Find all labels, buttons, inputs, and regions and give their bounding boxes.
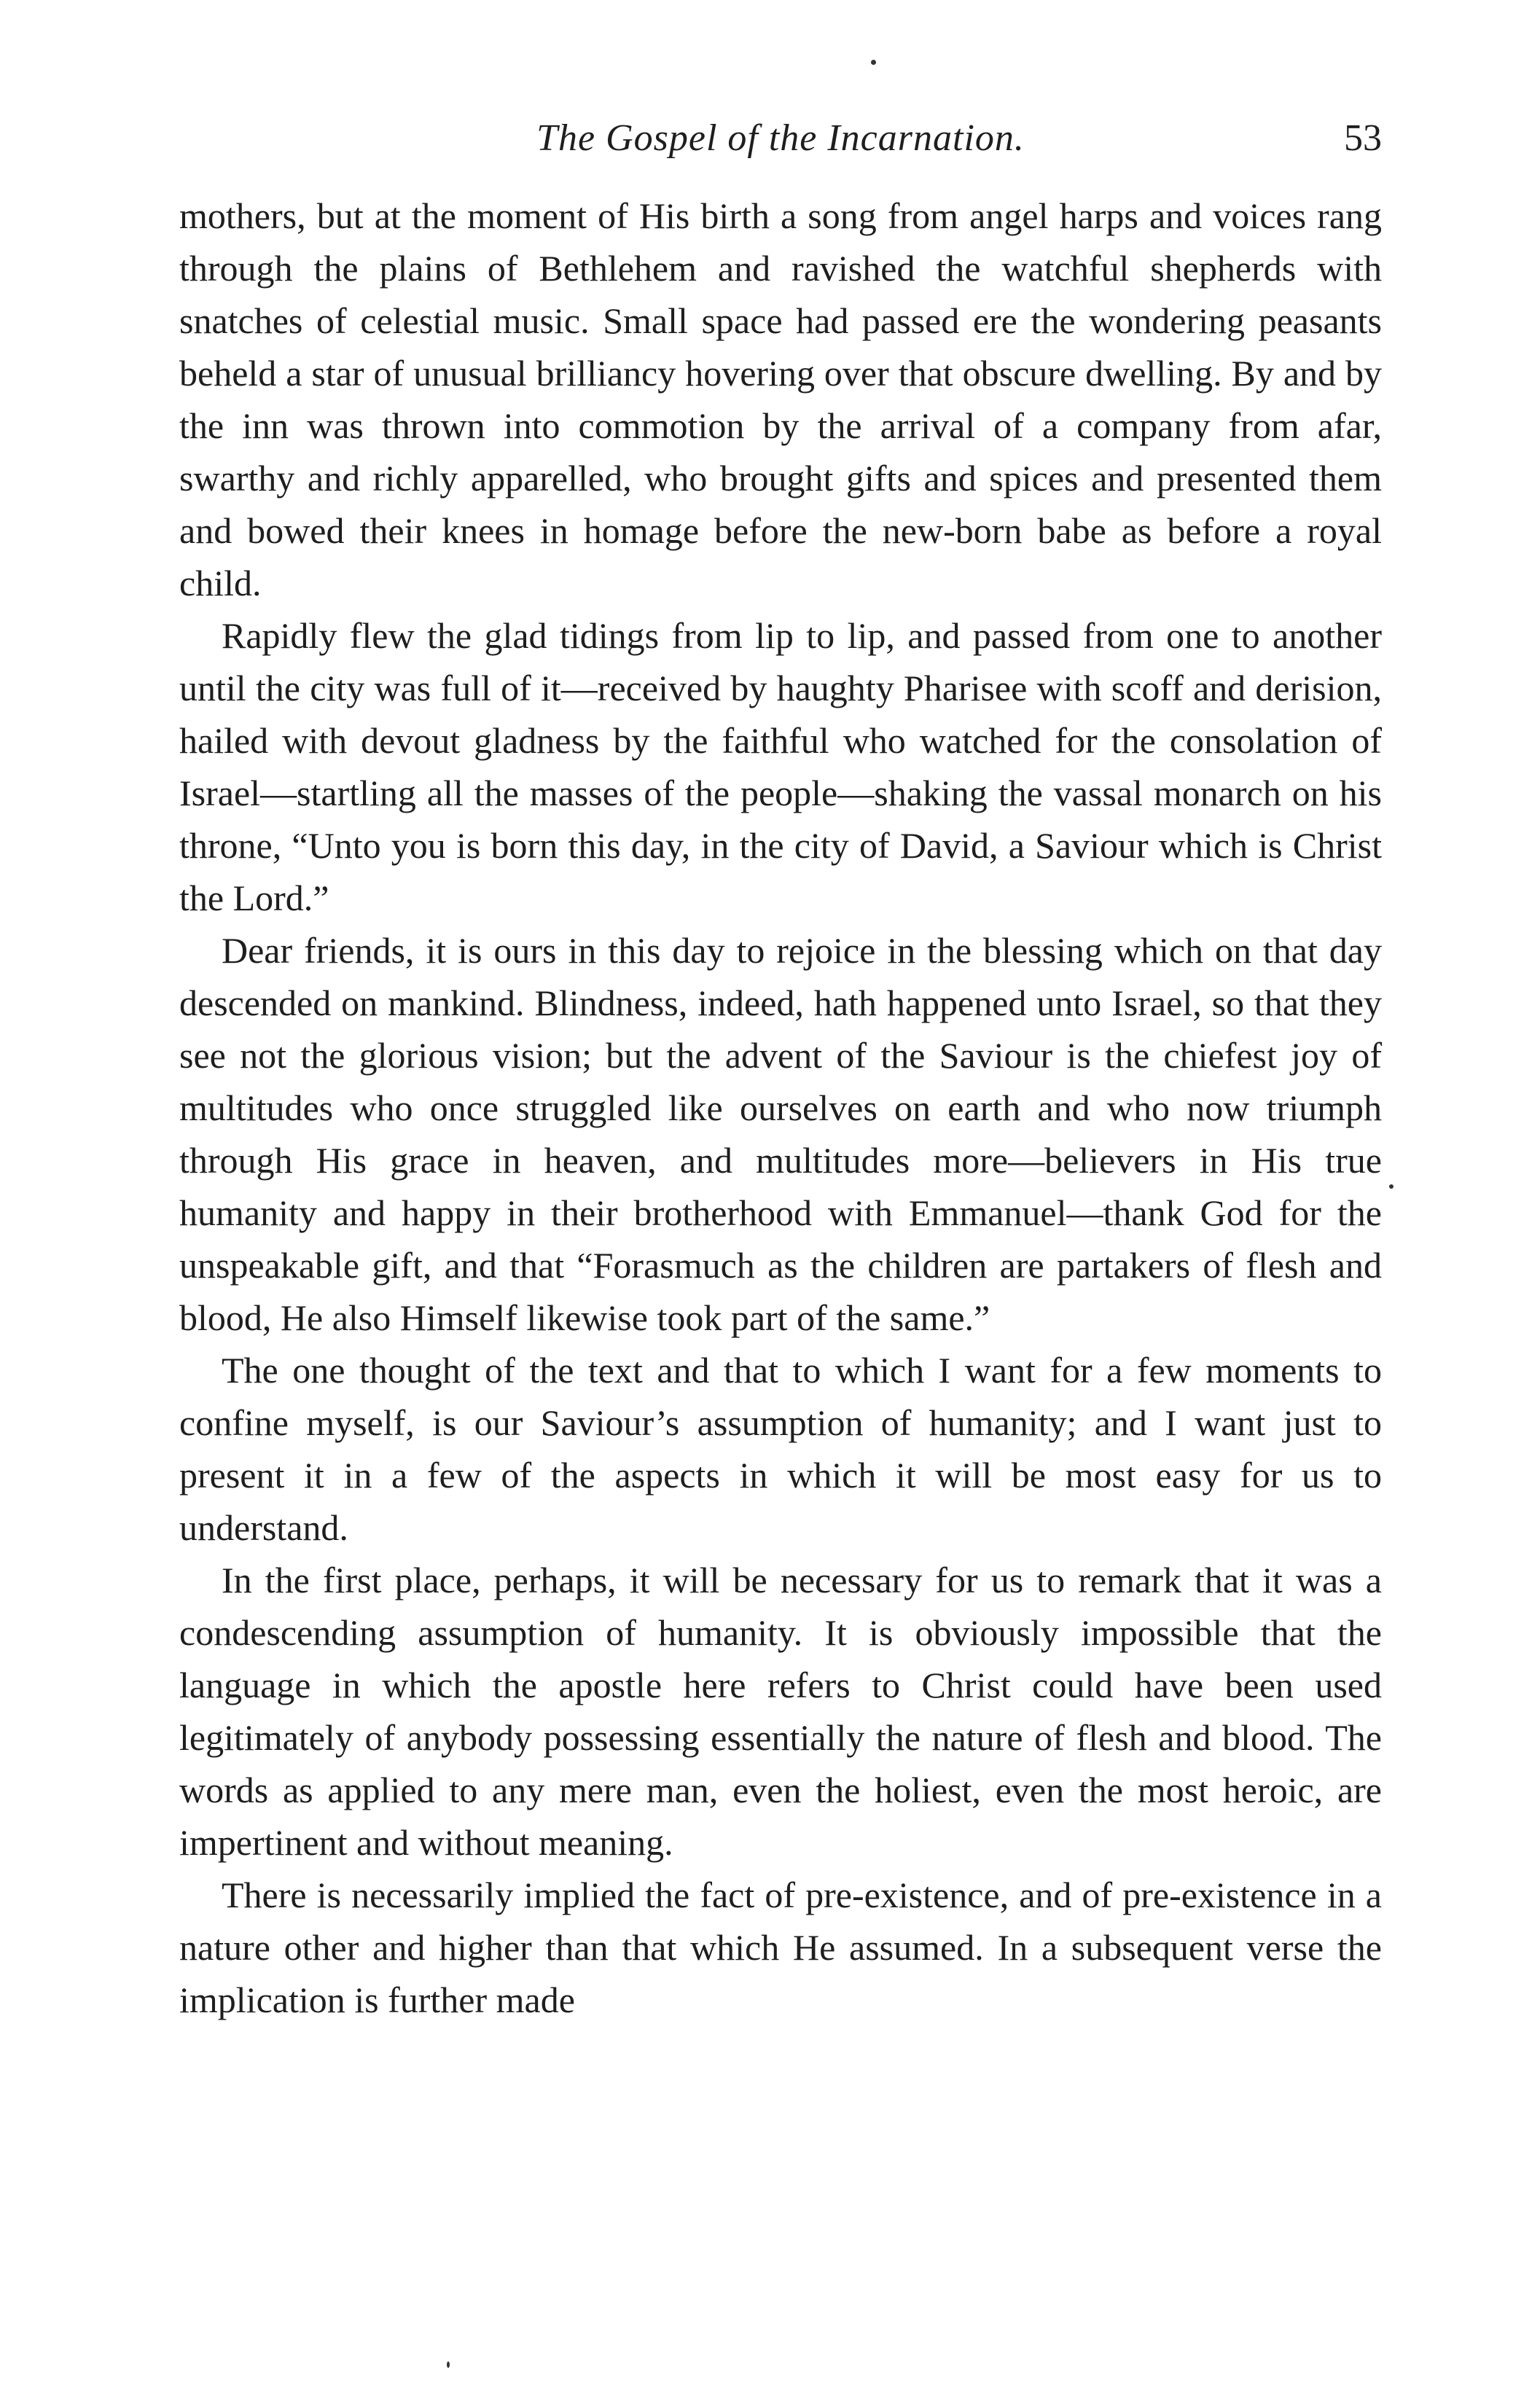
paragraph: The one thought of the text and that to which I want for a few moments to confine myself, is our Saviour’s assumption of humanity; and I want just to present it in a few of the aspects in which it will be most easy for us to understand. [179, 1350, 1382, 1548]
paragraph: There is necessarily implied the fact of pre-existence, and of pre-existence in a nature other and higher than that which He assumed. In a subsequent verse the implication is further made [179, 1875, 1382, 2020]
paragraph: In the first place, perhaps, it will be necessary for us to remark that it was a condescending assumption of humanity. It is obviously impossible that the language in which the apostle here refers to Christ could have been used legitimately of anybody possessing essentially the nature of flesh and blood. The words as applied to any mere man, even the holiest, even the most heroic, are impertinent and without meaning. [179, 1560, 1382, 1863]
book-page [179, 109, 1382, 2026]
body-text [179, 189, 1382, 2026]
paragraph: mothers, but at the moment of His birth a song from angel harps and voices rang through the plains of Bethlehem and ravished the watchful shepherds with snatches of celestial music. Small space had passed ere the wondering peasants beheld a star of unusual brilliancy hovering over that obscure dwelling. By and by the inn was thrown into commotion by the arrival of a company from afar, swarthy and richly apparelled, who brought gifts and spices and presented them and bowed their knees in homage before the new-born babe as before a royal child. [179, 195, 1382, 603]
paper-speck [1389, 1184, 1394, 1189]
paragraph: Dear friends, it is ours in this day to rejoice in the blessing which on that day descended on mankind. Blindness, indeed, hath happened unto Israel, so that they see not the glorious vision; but the advent of the Saviour is the chiefest joy of multitudes who once struggled like ourselves on earth and who now triumph through His grace in heaven, and multitudes more—believers in His true humanity and happy in their brotherhood with Emmanuel—thank God for the unspeakable gift, and that “Forasmuch as the children are partakers of flesh and blood, He also Himself likewise took part of the same.” [179, 930, 1382, 1338]
page-number: 53 [1344, 117, 1382, 159]
paragraph: Rapidly flew the glad tidings from lip to lip, and passed from one to another until the city was full of it—received by haughty Pharisee with scoff and derision, hailed with devout gladness by the faithful who watched for the consolation of Israel—startling all the masses of the people—shaking the vassal monarch on his throne, “Unto you is born this day, in the city of David, a Saviour which is Christ the Lord.” [179, 615, 1382, 918]
running-head [179, 109, 1382, 168]
paper-speck [447, 2361, 450, 2368]
paper-speck [871, 60, 876, 65]
running-title: The Gospel of the Incarnation. [536, 117, 1025, 159]
